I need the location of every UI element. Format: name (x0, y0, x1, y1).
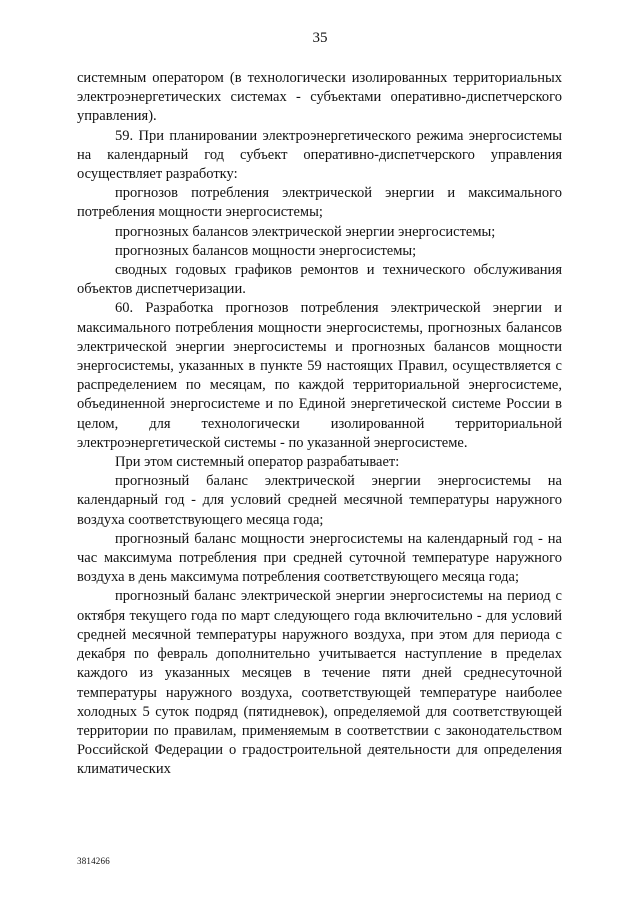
list-item-winter-energy-balance: прогнозный баланс электрической энергии энергосистемы на период с октября текущего года по март следующего года включительно - для условий средней месячной температуры наружного воздуха, при этом для периода с декабря по февраль дополнительно учитывается наступление в пределах каждого из указанных месяцев в течение пяти дней среднесуточной температуры наружного воздуха, соответствующей температуре наиболее холодных 5 суток подряд (пятидневок), определяемой для соответствующей территории по правилам, применяемым в соответствии с законодательством Российской Федерации о градостроительной деятельности для определения климатических (77, 588, 562, 778)
list-item-annual-energy-balance: прогнозный баланс электрической энергии энергосистемы на календарный год - для условий средней месячной температуры наружного воздуха соответствующего месяца года; (77, 473, 562, 528)
list-item-power-balances: прогнозных балансов мощности энергосистемы; (115, 242, 417, 259)
list-item-annual-power-balance: прогнозный баланс мощности энергосистемы на календарный год - на час максимума потребления при средней суточной температуре наружного воздуха в день максимума потребления соответствующего месяца года; (77, 530, 562, 586)
page-number: 35 (312, 30, 328, 46)
paragraph-continuation: системным оператором (в технологически изолированных территориальных электроэнергетических системах - субъектами оперативно-диспетчерского управления). (77, 70, 562, 125)
list-item-energy-balances: прогнозных балансов электрической энергии энергосистемы; (115, 223, 496, 240)
paragraph-60: 60. Разработка прогнозов потребления электрической энергии и максимального потребления мощности энергосистемы, прогнозных балансов электрической энергии энергосистемы и прогнозных балансов мощности энергосистемы, указанных в пункте 59 настоящих Правил, осуществляется с распределением по месяцам, по каждой территориальной энергосистеме, объединенной энергосистеме и по Единой энергетической системе России в целом, для технологически изолированной территориальной электроэнергетической системы - по указанной энергосистеме. (77, 300, 562, 451)
paragraph-60-intro: При этом системный оператор разрабатывает: (115, 454, 400, 471)
list-item-repair-schedules: сводных годовых графиков ремонтов и технического обслуживания объектов диспетчеризации. (77, 262, 562, 298)
document-code: 3814266 (77, 856, 110, 866)
document-body (77, 69, 562, 780)
list-item-consumption-forecasts: прогнозов потребления электрической энергии и максимального потребления мощности энергосистемы; (77, 185, 562, 221)
paragraph-59: 59. При планировании электроэнергетического режима энергосистемы на календарный год субъект оперативно-диспетчерского управления осуществляет разработку: (77, 127, 562, 183)
